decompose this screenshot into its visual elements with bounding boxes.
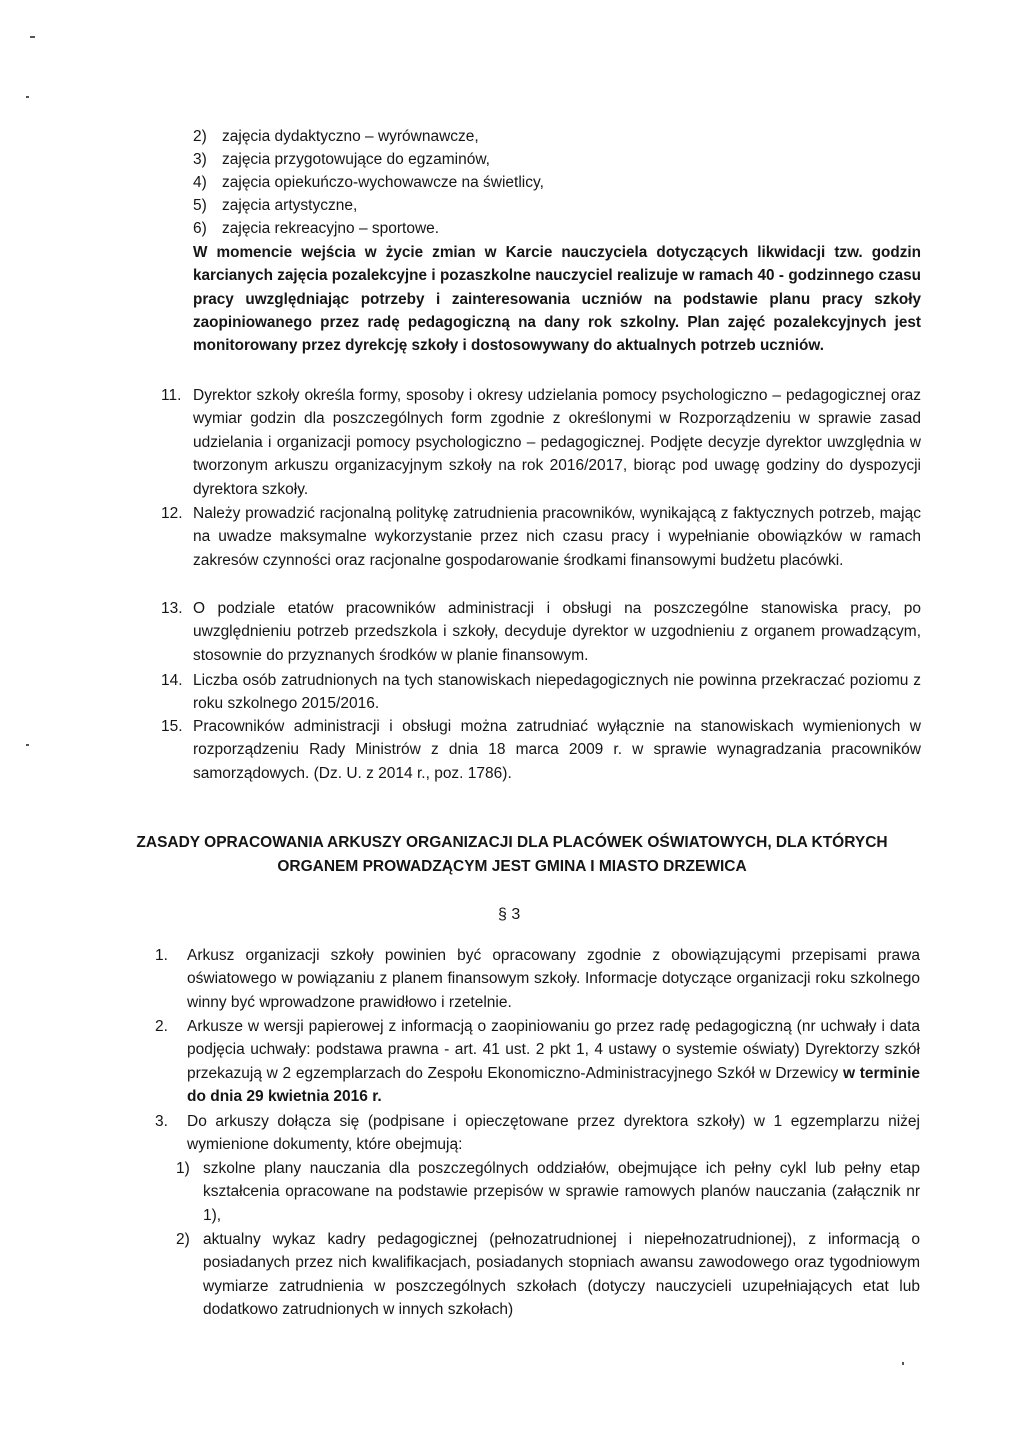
sub-item-text: aktualny wykaz kadry pedagogicznej (pełnozatrudnionej i niepełnozatrudnionej), z informacją o posiadanych przez nich kwalifikacjach, posiadanych stopniach awansu zawodowego oraz tygodniowym wymiarze zatrudnienia w poszczególnych szkołach (dotyczy nauczycieli uzupełniających etat lub dodatkowo zatrudnionych w innych szkołach) xyxy=(203,1231,920,1319)
list-item xyxy=(193,171,933,194)
numbered-item xyxy=(161,669,921,716)
list-number: 6) xyxy=(193,220,207,237)
scan-speck xyxy=(26,96,29,98)
list-number: 5) xyxy=(193,197,207,214)
numbered-item xyxy=(155,1110,920,1157)
item-text: Dyrektor szkoły określa formy, sposoby i okresy udzielania pomocy psychologiczno – pedagogicznej oraz wymiar godzin dla poszczególnych form zgodnie z określonymi w Rozporządzeniu w sprawie zasad udzielania i organizacji pomocy psychologiczno – pedagogicznej. Podjęte decyzje dyrektor uwzględnia w tworzonym arkuszu organizacyjnym szkoły na rok 2016/2017, biorąc pod uwagę godziny do dyspozycji dyrektora szkoły. xyxy=(193,387,921,498)
list-text: zajęcia rekreacyjno – sportowe. xyxy=(222,220,440,237)
numbered-item xyxy=(161,384,921,501)
item-text: O podziale etatów pracowników administracji i obsługi na poszczególne stanowiska pracy, po uwzględnieniu potrzeb przedszkola i szkoły, decyduje dyrektor w uzgodnieniu z organem prowadzącym, stosownie do przyznanych środków w planie finansowym. xyxy=(193,600,921,664)
bold-paragraph: W momencie wejścia w życie zmian w Karcie nauczyciela dotyczących likwidacji tzw. godzin karcianych zajęcia pozalekcyjne i pozaszkolne nauczyciel realizuje w ramach 40 - godzinnego czasu pracy uwzględniając potrzeby i zainteresowania uczniów na podstawie planu pracy szkoły zaopiniowanego przez radę pedagogiczną na dany rok szkolny. Plan zajęć pozalekcyjnych jest monitorowany przez dyrekcję szkoły i dostosowywany do aktualnych potrzeb uczniów. xyxy=(193,244,921,355)
sub-item-text: szkolne plany nauczania dla poszczególnych oddziałów, obejmujące ich pełny cykl lub pełny etap kształcenia opracowane na podstawie przepisów w sprawie ramowych planów nauczania (załącznik nr 1), xyxy=(203,1160,920,1224)
section-heading xyxy=(100,831,924,879)
item-number: 1. xyxy=(155,947,168,964)
item-text: Do arkuszy dołącza się (podpisane i opieczętowane przez dyrektora szkoły) w 1 egzemplarzu niżej wymienione dokumenty, które obejmują: xyxy=(187,1113,920,1154)
paragraph-symbol: § 3 xyxy=(498,906,521,923)
numbered-item xyxy=(161,715,921,785)
list-number: 3) xyxy=(193,151,207,168)
item-text xyxy=(187,1015,920,1109)
numbered-item xyxy=(161,597,921,667)
list-number: 2) xyxy=(193,128,207,145)
item-number: 15. xyxy=(161,718,183,735)
numbered-item xyxy=(155,944,920,1014)
item-number: 3. xyxy=(155,1113,168,1130)
list-item xyxy=(193,194,933,217)
list-text: zajęcia opiekuńczo-wychowawcze na świetlicy, xyxy=(222,174,544,191)
list-number: 4) xyxy=(193,174,207,191)
item-number: 11. xyxy=(161,387,182,404)
item-number: 12. xyxy=(161,505,183,522)
item-number: 13. xyxy=(161,600,183,617)
heading-line: ZASADY OPRACOWANIA ARKUSZY ORGANIZACJI DLA PLACÓWEK OŚWIATOWYCH, DLA KTÓRYCH xyxy=(136,834,888,851)
sub-item xyxy=(176,1228,920,1322)
item-text-regular: Arkusze w wersji papierowej z informacją o zaopiniowaniu go przez radę pedagogiczną (nr uchwały i data podjęcia uchwały: podstawa prawna - art. 41 ust. 2 pkt 1, 4 ustawy o systemie oświaty) Dyrektorzy szkół przekazują w 2 egzemplarzach do Zespołu Ekonomiczno-Administracyjnego Szkół w Drzewicy xyxy=(187,1018,920,1082)
list-text: zajęcia dydaktyczno – wyrównawcze, xyxy=(222,128,479,145)
numbered-item xyxy=(155,1015,920,1109)
sub-item-number: 2) xyxy=(176,1231,190,1248)
list-text: zajęcia przygotowujące do egzaminów, xyxy=(222,151,490,168)
list-item xyxy=(193,148,933,171)
item-text: Pracowników administracji i obsługi można zatrudniać wyłącznie na stanowiskach wymienionych w rozporządzeniu Rady Ministrów z dnia 18 marca 2009 r. w sprawie wynagradzania pracowników samorządowych. (Dz. U. z 2014 r., poz. 1786). xyxy=(193,718,921,782)
item-number: 14. xyxy=(161,672,183,689)
scan-speck xyxy=(902,1362,904,1365)
heading-line: ORGANEM PROWADZĄCYM JEST GMINA I MIASTO DRZEWICA xyxy=(277,858,747,875)
list-item xyxy=(193,125,933,148)
scan-speck xyxy=(30,36,35,38)
item-text: Należy prowadzić racjonalną politykę zatrudnienia pracowników, wynikającą z faktycznych potrzeb, mając na uwadze maksymalne wykorzystanie przez nich czasu pracy i wypełnianie obowiązków w ramach zakresów czynności oraz racjonalne gospodarowanie środkami finansowymi budżetu placówki. xyxy=(193,505,921,569)
item-text: Liczba osób zatrudnionych na tych stanowiskach niepedagogicznych nie powinna przekraczać poziomu z roku szkolnego 2015/2016. xyxy=(193,672,921,713)
list-text: zajęcia artystyczne, xyxy=(222,197,358,214)
numbered-item xyxy=(161,502,921,572)
deadline-text: w terminie do dnia 29 kwietnia 2016 r. xyxy=(187,1064,920,1106)
item-text: Arkusz organizacji szkoły powinien być opracowany zgodnie z obowiązującymi przepisami prawa oświatowego w powiązaniu z planem finansowym szkoły. Informacje dotyczące organizacji roku szkolnego winny być wprowadzone prawidłowo i rzetelnie. xyxy=(187,947,920,1011)
scan-speck xyxy=(26,744,29,746)
sub-item-number: 1) xyxy=(176,1160,190,1177)
list-item xyxy=(193,217,933,240)
item-number: 2. xyxy=(155,1018,168,1035)
sub-item xyxy=(176,1157,920,1227)
